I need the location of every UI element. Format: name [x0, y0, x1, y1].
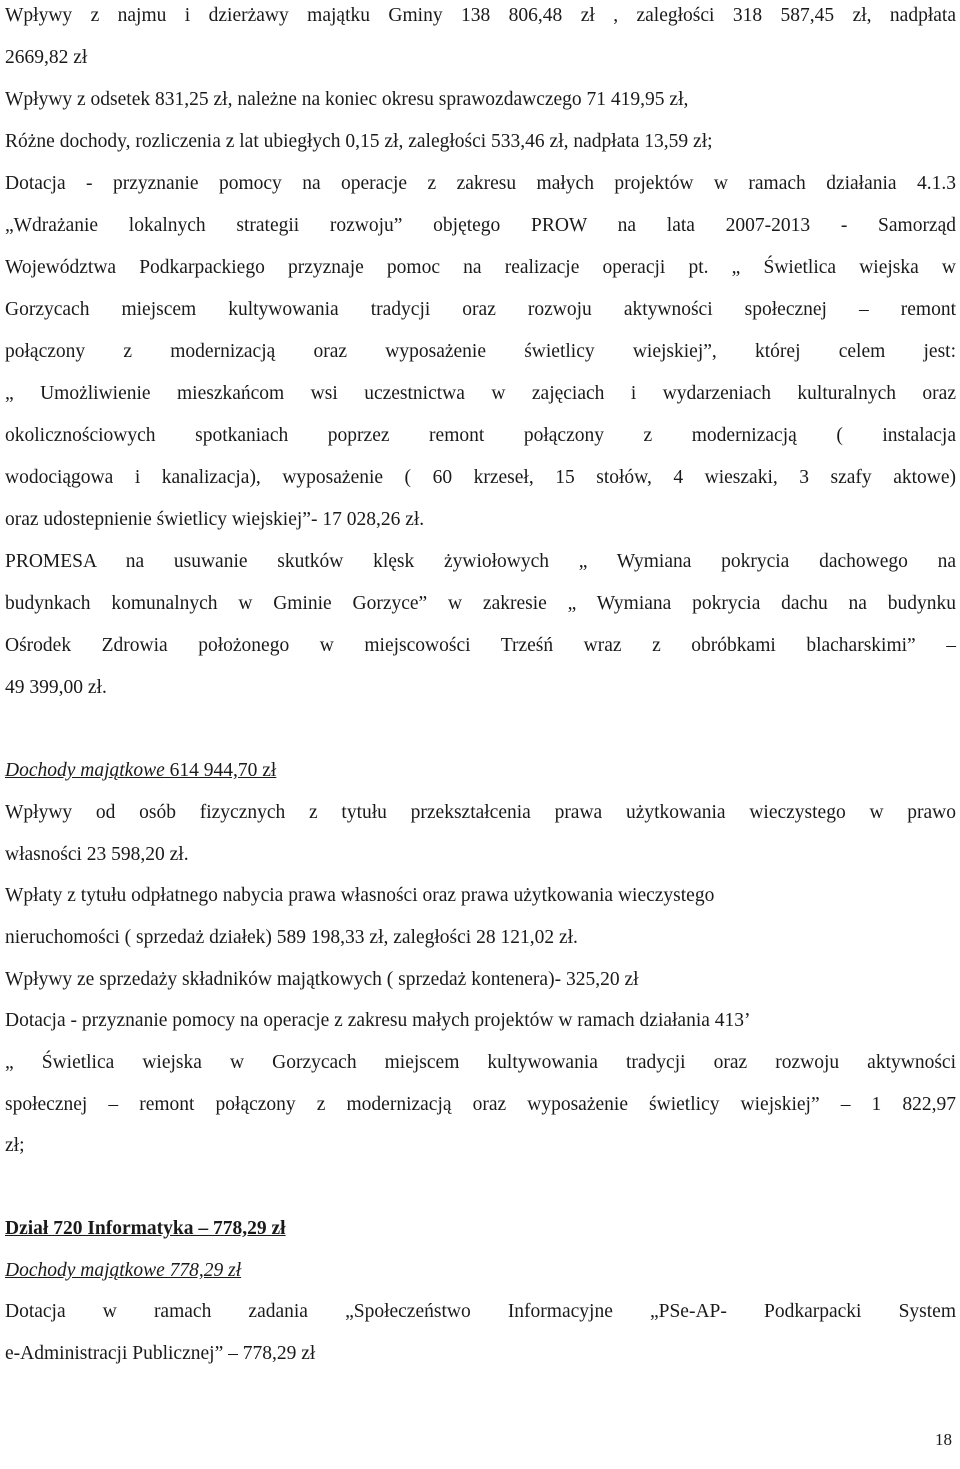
text-line: „Wdrażanie lokalnych strategii rozwoju” objętego PROW na lata 2007-2013 - Samorząd — [5, 215, 956, 236]
text-line: Wpływy ze sprzedaży składników majątkowych ( sprzedaż kontenera)- 325,20 zł — [5, 969, 639, 990]
text-line: Dotacja w ramach zadania „Społeczeństwo Informacyjne „PSe-AP- Podkarpacki System — [5, 1301, 956, 1322]
section-heading-label: Dochody majątkowe — [5, 760, 165, 781]
text-line: Wpływy z odsetek 831,25 zł, należne na koniec okresu sprawozdawczego 71 419,95 zł, — [5, 89, 689, 110]
text-line: połączony z modernizacją oraz wyposażenie świetlicy wiejskiej”, której celem jest: — [5, 341, 956, 362]
text-line: Ośrodek Zdrowia położonego w miejscowości Trześń wraz z obróbkami blacharskimi” – — [5, 635, 956, 656]
text-line: okolicznościowych spotkaniach poprzez remont połączony z modernizacją ( instalacja — [5, 425, 956, 446]
section-heading-dzial-720: Dział 720 Informatyka – 778,29 zł — [5, 1218, 286, 1239]
text-line: Wpłaty z tytułu odpłatnego nabycia prawa własności oraz prawa użytkowania wieczystego — [5, 885, 715, 906]
text-line: PROMESA na usuwanie skutków klęsk żywiołowych „ Wymiana pokrycia dachowego na — [5, 551, 956, 572]
text-line: 49 399,00 zł. — [5, 677, 107, 698]
section-heading-dochody-majatkowe — [5, 759, 956, 783]
text-line: Dotacja - przyznanie pomocy na operacje z zakresu małych projektów w ramach działania 413’ — [5, 1010, 751, 1031]
text-line: „ Świetlica wiejska w Gorzycach miejscem kultywowania tradycji oraz rozwoju aktywności — [5, 1052, 956, 1073]
section-heading-amount: 614 944,70 zł — [164, 760, 277, 781]
text-line: 2669,82 zł — [5, 47, 88, 68]
text-line: Województwa Podkarpackiego przyznaje pomoc na realizacje operacji pt. „ Świetlica wiejska w — [5, 257, 956, 278]
text-line: Wpływy od osób fizycznych z tytułu przekształcenia prawa użytkowania wieczystego w prawo — [5, 802, 956, 823]
text-line: Dotacja - przyznanie pomocy na operacje z zakresu małych projektów w ramach działania 4.1.3 — [5, 173, 956, 194]
text-line: e-Administracji Publicznej” – 778,29 zł — [5, 1343, 316, 1364]
text-line: wodociągowa i kanalizacja), wyposażenie ( 60 krzeseł, 15 stołów, 4 wieszaki, 3 szafy aktowe) — [5, 467, 956, 488]
text-line: Różne dochody, rozliczenia z lat ubiegłych 0,15 zł, zaległości 533,46 zł, nadpłata 13,59 zł; — [5, 131, 713, 152]
text-line: „ Umożliwienie mieszkańcom wsi uczestnictwa w zajęciach i wydarzeniach kulturalnych oraz — [5, 383, 956, 404]
text-line: oraz udostepnienie świetlicy wiejskiej”- 17 028,26 zł. — [5, 509, 425, 530]
text-line: zł; — [5, 1135, 25, 1156]
text-line: własności 23 598,20 zł. — [5, 844, 189, 865]
text-line: nieruchomości ( sprzedaż działek) 589 198,33 zł, zaległości 28 121,02 zł. — [5, 927, 578, 948]
subsection-heading-dochody-majatkowe: Dochody majątkowe 778,29 zł — [5, 1260, 242, 1281]
text-line: społecznej – remont połączony z modernizacją oraz wyposażenie świetlicy wiejskiej” – 1 822,97 — [5, 1094, 956, 1115]
text-line: Wpływy z najmu i dzierżawy majątku Gminy 138 806,48 zł , zaległości 318 587,45 zł, nadpłata — [5, 5, 956, 26]
page-number: 18 — [935, 1430, 952, 1449]
text-line: budynkach komunalnych w Gminie Gorzyce” w zakresie „ Wymiana pokrycia dachu na budynku — [5, 593, 956, 614]
text-line: Gorzycach miejscem kultywowania tradycji oraz rozwoju aktywności społecznej – remont — [5, 299, 956, 320]
